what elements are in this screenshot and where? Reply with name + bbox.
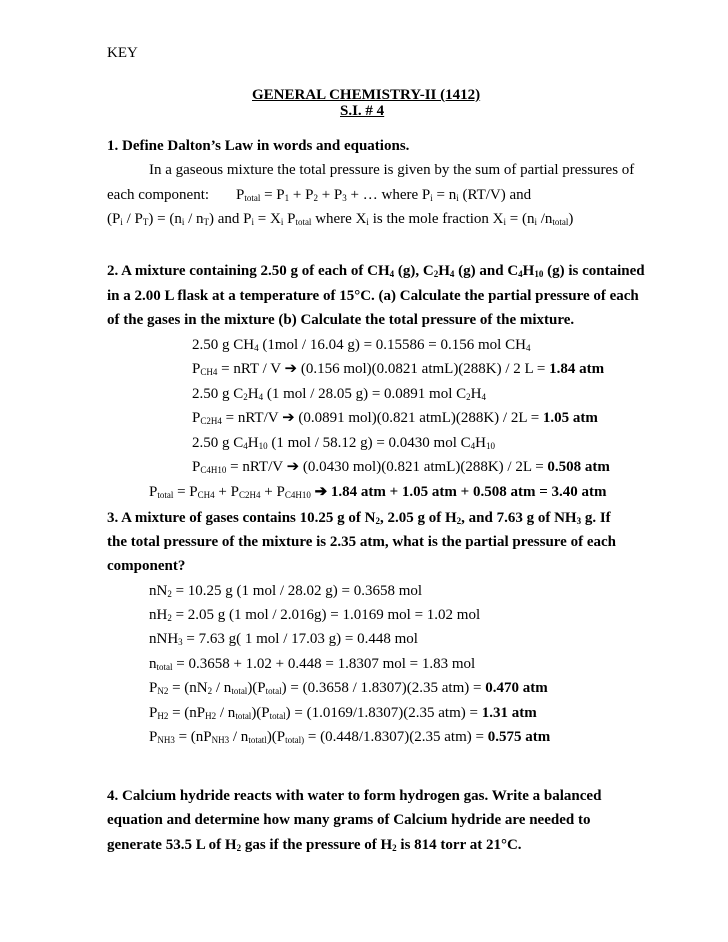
q4-question-line-1: 4. Calcium hydride reacts with water to form hydrogen gas. Write a balanced <box>107 788 602 804</box>
q2-total: $P_{total} = P_{CH4} + P_{C2H4} + P_{C4H10}$ ➔ 1.84 atm + 1.05 atm + 0.508 atm = 3.40 atm <box>149 484 607 500</box>
q4-question-line-3: generate 53.5 L of $H_2$ gas if the pressure of $H_2$ is 814 torr at 21°C. <box>107 837 522 853</box>
q3-step-7: $P_{NH3} = (nP_{NH3} / n_{totatl})(P_{total)} = (0.448/1.8307)(2.35$ atm) = 0.575 atm <box>149 729 551 745</box>
q2-step-4: $P_{C2H4} = nRT/V$ ➔ (0.0891 mol)(0.821 atmL)(288K) / 2L = 1.05 atm <box>192 410 598 426</box>
page-title: GENERAL CHEMISTRY-II (1412) <box>252 87 481 103</box>
q3-step-4: $n_{total} = 0.3658 + 1.02 + 0.448 = 1.8307$ mol = 1.83 mol <box>149 656 476 672</box>
q2-step-1: 2.50 g $CH_4$ (1mol / 16.04 g) = 0.15586 = 0.156 mol $CH_4$ <box>192 337 531 353</box>
q3-step-2: $nH_2 = 2.05$ g (1 mol / 2.016g) = 1.0169 mol = 1.02 mol <box>149 607 481 623</box>
q3-step-1: $nN_2 = 10.25$ g (1 mol / 28.02 g) = 0.3658 mol <box>149 583 423 599</box>
q2-step-5: 2.50 g $C_4H_{10}$ (1 mol / 58.12 g) = 0.0430 mol $C_4H_{10}$ <box>192 435 495 451</box>
q2-step-2: $P_{CH4}$ = nRT / V ➔ (0.156 mol)(0.0821 atmL)(288K) / 2 L = 1.84 atm <box>192 361 605 377</box>
q2-question-line-1: 2. A mixture containing 2.50 g of each of $CH_4$ (g), $C_2H_4$ (g) and $C_4H_{10}$ (g) is contained <box>107 263 645 279</box>
q1-line-3: $(P_i / P_T) = (n_i / n_T)$ and $P_i = X_i$ $P_{total}$ where $X_i$ is the mole fraction $X_i = (n_i$ $/n_{total}$) <box>107 211 574 227</box>
q1-line-2-label: each component: <box>107 187 210 203</box>
q3-question-line-1: 3. A mixture of gases contains 10.25 g of $N_2$, 2.05 g of $H_2$, and 7.63 g of $NH_3$ g. If <box>107 510 611 526</box>
q1-line-1: In a gaseous mixture the total pressure is given by the sum of partial pressures of <box>149 162 635 178</box>
page-subtitle: S.I. # 4 <box>340 103 385 119</box>
q2-step-3: 2.50 g $C_2H_4$ (1 mol / 28.05 g) = 0.0891 mol $C_2H_4$ <box>192 386 486 402</box>
q3-step-3: nNH$_3$ = 7.63 g( 1 mol / 17.03 g) = 0.448 mol <box>149 631 418 647</box>
q1-question: 1. Define Dalton’s Law in words and equations. <box>107 138 410 154</box>
q2-step-6: $P_{C4H10} = nRT/V$ ➔ (0.0430 mol)(0.821 atmL)(288K) / 2L = 0.508 atm <box>192 459 610 475</box>
q2-question-line-3: of the gases in the mixture (b) Calculate the total pressure of the mixture. <box>107 312 575 328</box>
q3-question-line-3: component? <box>107 558 186 574</box>
key-label: KEY <box>107 45 138 61</box>
q3-step-5: $P_{N2} = (nN_2 / n_{total})(P_{total}) = (0.3658 / 1.8307)(2.35$ atm) = 0.470 atm <box>149 680 548 696</box>
q3-question-line-2: the total pressure of the mixture is 2.35 atm, what is the partial pressure of each <box>107 534 616 550</box>
q4-question-line-2: equation and determine how many grams of Calcium hydride are needed to <box>107 812 591 828</box>
q2-question-line-2: in a 2.00 L flask at a temperature of 15°C. (a) Calculate the partial pressure of each <box>107 288 639 304</box>
q1-line-2-equation: $P_{total} = P_1 + P_2 + P_3$ + … where $P_i = n_i$ (RT/V) and <box>236 187 532 203</box>
q3-step-6: $P_{H2} = (nP_{H2} / n_{total})(P_{total}) = (1.0169/1.8307)(2.35$ atm) = 1.31 atm <box>149 705 537 721</box>
